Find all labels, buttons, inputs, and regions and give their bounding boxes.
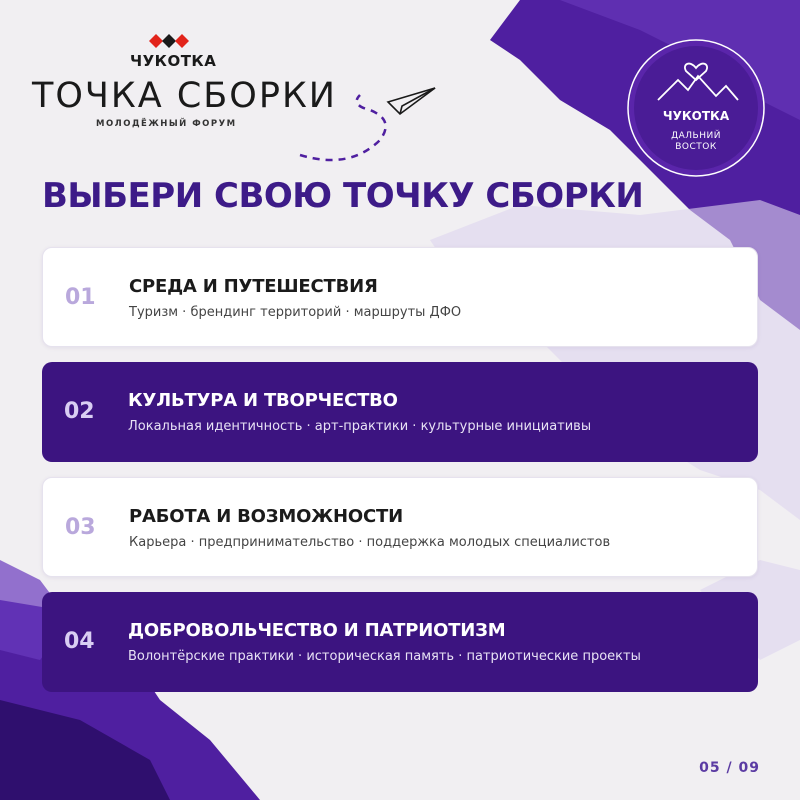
track-title: КУЛЬТУРА И ТВОРЧЕСТВО bbox=[128, 390, 398, 411]
logo-subtitle: МОЛОДЁЖНЫЙ ФОРУМ bbox=[96, 119, 237, 129]
track-title: ДОБРОВОЛЬЧЕСТВО И ПАТРИОТИЗМ bbox=[128, 620, 506, 641]
track-card-2[interactable] bbox=[42, 362, 758, 462]
badge-line-2: ВОСТОК bbox=[675, 142, 717, 152]
page-heading: ВЫБЕРИ СВОЮ ТОЧКУ СБОРКИ bbox=[42, 176, 644, 216]
page-indicator: 05 / 09 bbox=[699, 760, 760, 776]
track-number: 01 bbox=[65, 285, 96, 310]
paper-plane-icon bbox=[290, 80, 450, 170]
logo-title: ТОЧКА СБОРКИ bbox=[32, 76, 337, 116]
badge-title: ЧУКОТКА bbox=[662, 109, 730, 123]
track-description: Локальная идентичность · арт-практики · культурные инициативы bbox=[128, 419, 592, 434]
badge-line-1: ДАЛЬНИЙ bbox=[671, 131, 721, 141]
track-number: 03 bbox=[65, 515, 96, 540]
logo-region: ЧУКОТКА bbox=[130, 52, 217, 70]
track-description: Туризм · брендинг территорий · маршруты ДФО bbox=[129, 305, 462, 320]
forum-logo bbox=[0, 0, 340, 140]
track-description: Волонтёрские практики · историческая память · патриотические проекты bbox=[128, 649, 641, 664]
track-description: Карьера · предпринимательство · поддержка молодых специалистов bbox=[129, 535, 611, 550]
track-title: РАБОТА И ВОЗМОЖНОСТИ bbox=[129, 506, 403, 527]
track-card-4[interactable] bbox=[42, 592, 758, 692]
track-number: 02 bbox=[64, 399, 95, 424]
track-card-1[interactable] bbox=[42, 247, 758, 347]
logo-mark-icon bbox=[149, 30, 189, 52]
track-number: 04 bbox=[64, 629, 95, 654]
track-card-3[interactable] bbox=[42, 477, 758, 577]
track-title: СРЕДА И ПУТЕШЕСТВИЯ bbox=[129, 276, 378, 297]
region-badge bbox=[626, 38, 766, 178]
badge-circle-icon bbox=[626, 38, 766, 178]
